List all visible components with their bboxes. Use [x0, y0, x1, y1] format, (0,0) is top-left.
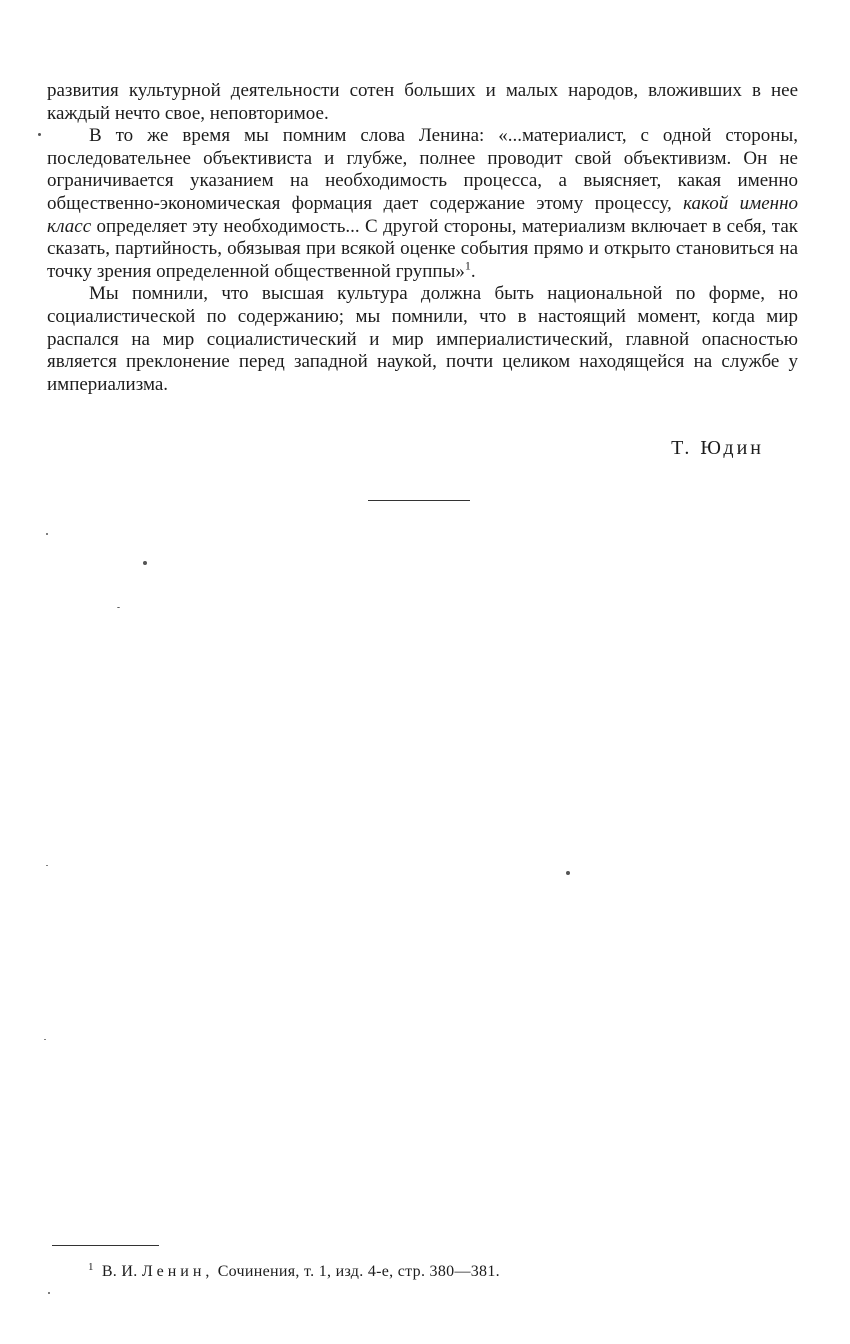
footnote-citation: Сочинения, т. 1, изд. 4-е, стр. 380—381.: [217, 1263, 500, 1280]
scan-speck: [143, 561, 147, 565]
scan-speck: [46, 865, 48, 866]
body-text: [47, 80, 798, 396]
quote-italic-emphasis: какой именно класс: [47, 192, 798, 237]
footnote-reference[interactable]: 1: [464, 258, 471, 273]
paragraph-text: развития культурной деятельности сотен больших и малых народов, вложивших в нее каждый нечто свое, неповторимое.: [47, 80, 798, 124]
paragraph-lenin-quote: [47, 125, 798, 283]
quote-terminal-punctuation: .: [470, 260, 476, 282]
author-signature: Т. Юдин: [671, 437, 764, 459]
article-end-divider: [368, 500, 470, 501]
paragraph-continued: [47, 80, 798, 125]
footnote-divider: [52, 1245, 159, 1246]
footnote-author-surname: Ленин,: [141, 1263, 214, 1280]
scan-speck: [44, 1039, 46, 1040]
scan-speck: [48, 1292, 50, 1294]
paragraph-conclusion: [47, 283, 798, 396]
scan-speck: [117, 607, 120, 608]
footnote: [88, 1262, 500, 1282]
quote-text-end: определяет эту необходимость... С другой стороны, материализм включает в себя, так сказать, партийность, обязывая при всякой оценке события прямо и открыто становиться на точку зрения определенной общественной группы»: [47, 215, 798, 282]
scan-speck: [566, 871, 570, 875]
footnote-mark: 1: [88, 1260, 94, 1273]
footnote-author-initials: В. И.: [101, 1263, 138, 1280]
scan-speck: [46, 533, 48, 535]
quote-text-start: В то же время мы помним слова Ленина: «...материалист, с одной стороны, последовательнее объективиста и глубже, полнее проводит свой объективизм. Он не ограничивается указанием на необходимость процесса, а выясняет, какая именно общественно-экономическая формация дает содержание этому процессу,: [47, 125, 798, 214]
scan-speck: [38, 133, 41, 136]
paragraph-text: Мы помнили, что высшая культура должна быть национальной по форме, но социалистической по содержанию; мы помнили, что в настоящий момент, когда мир распался на мир социалистический и мир империалистический, главной опасностью является преклонение перед западной наукой, почти целиком находящейся на службе у империализма.: [47, 283, 798, 395]
